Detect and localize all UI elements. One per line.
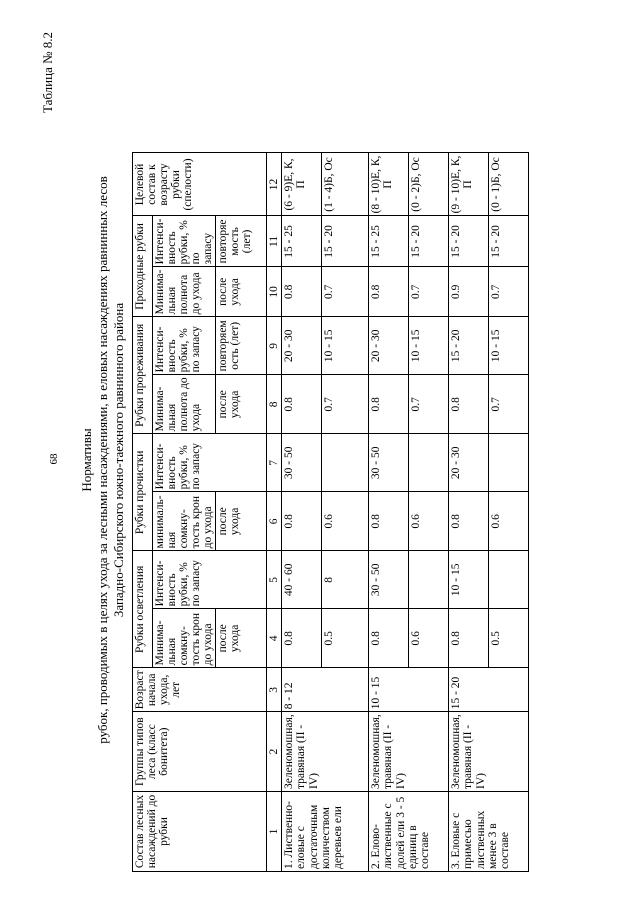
cell-clean-int: 30 - 50	[369, 434, 409, 492]
cell-light-int-after	[409, 551, 449, 609]
row-start-age: 8 - 12	[282, 668, 369, 712]
header-light-int: Интенси-вность рубки, % по запасу	[153, 551, 267, 609]
col-number: 7	[267, 434, 282, 492]
col-number: 9	[267, 317, 282, 375]
cell-thin-int-after: 10 - 15	[489, 317, 529, 375]
cell-thin-min-after: 0.7	[322, 375, 369, 434]
cell-pass-int: 15 - 20	[449, 216, 489, 267]
col-number: 11	[267, 216, 282, 267]
cell-clean-int-after	[409, 434, 449, 492]
cell-target-main: (9 - 10)Е, К, П	[449, 153, 489, 216]
cell-pass-min-after: 0.7	[409, 267, 449, 317]
cell-clean-int-after	[489, 434, 529, 492]
header-cleaning: Рубки прочистки	[133, 434, 153, 551]
col-number: 4	[267, 609, 282, 668]
cell-target-admix: (1 - 4)Б, Ос	[322, 153, 369, 216]
cell-thin-min: 0.8	[282, 375, 322, 434]
cell-light-min-after: 0.5	[322, 609, 369, 668]
document-subtitle: рубок, проводимых в целях ухода за лесными насаждениями, в еловых насаждениях равнинных лесов	[95, 176, 110, 744]
row-start-age: 10 - 15	[369, 668, 449, 712]
col-number: 1	[267, 792, 282, 872]
cell-pass-int: 15 - 25	[282, 216, 322, 267]
col-number: 3	[267, 668, 282, 712]
cell-pass-min-after: 0.7	[322, 267, 369, 317]
row-forest-group: Зеленомошная, травяная (II - IV)	[369, 712, 449, 792]
cell-light-int: 40 - 60	[282, 551, 322, 609]
col-number: 6	[267, 492, 282, 551]
cell-clean-int-after	[322, 434, 369, 492]
col-number: 8	[267, 375, 282, 434]
header-clean-after: после ухода	[216, 492, 267, 551]
cell-pass-int-after: 15 - 20	[409, 216, 449, 267]
header-lightening: Рубки осветления	[133, 551, 153, 668]
col-number: 5	[267, 551, 282, 609]
cell-thin-min: 0.8	[449, 375, 489, 434]
cell-thin-int: 20 - 30	[282, 317, 322, 375]
cell-target-main: (6 - 9)Е, К, П	[282, 153, 322, 216]
header-composition: Состав лесных насаждений до рубки	[133, 792, 267, 872]
cell-light-int-after: 8	[322, 551, 369, 609]
cell-pass-min: 0.8	[369, 267, 409, 317]
header-thin-min: Минима-льная полнота до ухода	[153, 375, 216, 434]
cell-pass-int: 15 - 25	[369, 216, 409, 267]
cell-light-int: 10 - 15	[449, 551, 489, 609]
header-forest-groups: Группы типов леса (класс бонитета)	[133, 712, 267, 792]
row-forest-group: Зеленомошная, травяная (II - IV)	[449, 712, 529, 792]
cell-pass-min: 0.9	[449, 267, 489, 317]
header-pass-after: после ухода	[216, 267, 267, 317]
cell-light-min: 0.8	[282, 609, 322, 668]
cell-clean-min: 0.8	[282, 492, 322, 551]
cell-pass-min: 0.8	[282, 267, 322, 317]
header-pass-int: Интенси-вность рубки, % по запасу	[153, 216, 216, 267]
row-forest-group: Зеленомошная, травяная (II - IV)	[282, 712, 369, 792]
header-light-after: после ухода	[216, 609, 267, 668]
header-thin-int: Интенси-вность рубки, % по запасу	[153, 317, 216, 375]
header-clean-min: минималь-ная сомкну-тость крон до ухода	[153, 492, 216, 551]
norms-table	[132, 153, 529, 873]
table-number: Таблица № 8.2	[40, 32, 55, 114]
col-number: 12	[267, 153, 282, 216]
row-composition: 2. Елово-лиственные с долей ели 3 - 5 единиц в составе	[369, 792, 449, 872]
cell-target-main: (8 - 10)Е, К, П	[369, 153, 409, 216]
cell-clean-int: 30 - 50	[282, 434, 322, 492]
cell-pass-int-after: 15 - 20	[322, 216, 369, 267]
cell-target-admix: (0 - 2)Б, Ос	[409, 153, 449, 216]
document-subtitle-region: Западно-Сибирского южно-таежного равнинного района	[111, 302, 126, 618]
page-number: 68	[48, 453, 60, 465]
cell-light-int-after	[489, 551, 529, 609]
cell-clean-min-after: 0.6	[409, 492, 449, 551]
cell-light-int: 30 - 50	[369, 551, 409, 609]
header-light-min: Минима-льная сомкну-тость крон до ухода	[153, 609, 216, 668]
cell-target-admix: (0 - 1)Б, Ос	[489, 153, 529, 216]
cell-thin-int-after: 10 - 15	[322, 317, 369, 375]
col-number: 10	[267, 267, 282, 317]
row-composition: 1. Лиственно-еловые с достаточным количеством деревьев ели	[282, 792, 369, 872]
cell-thin-int-after: 10 - 15	[409, 317, 449, 375]
header-start-age: Возраст начала ухода, лет	[133, 668, 267, 712]
cell-clean-int: 20 - 30	[449, 434, 489, 492]
cell-pass-int-after: 15 - 20	[489, 216, 529, 267]
header-pass-min: Минима-льная полнота до ухода	[153, 267, 216, 317]
cell-light-min: 0.8	[369, 609, 409, 668]
row-composition: 3. Еловые с примесью лиственных менее 3 в составе	[449, 792, 529, 872]
cell-clean-min-after: 0.6	[489, 492, 529, 551]
header-passing: Проходные рубки	[133, 216, 153, 317]
cell-thin-min-after: 0.7	[409, 375, 449, 434]
cell-clean-min: 0.8	[369, 492, 409, 551]
header-pass-repeat: повторяе мость (лет)	[216, 216, 267, 267]
row-start-age: 15 - 20	[449, 668, 529, 712]
cell-pass-min-after: 0.7	[489, 267, 529, 317]
cell-thin-min: 0.8	[369, 375, 409, 434]
header-thinning: Рубки прореживания	[133, 317, 153, 434]
cell-thin-min-after: 0.7	[489, 375, 529, 434]
header-thin-repeat: повторяем ость (лет)	[216, 317, 267, 375]
cell-thin-int: 20 - 30	[369, 317, 409, 375]
cell-light-min-after: 0.5	[489, 609, 529, 668]
cell-light-min: 0.8	[449, 609, 489, 668]
cell-thin-int: 15 - 20	[449, 317, 489, 375]
header-target: Целевой состав к возрасту рубки (спелости)	[133, 153, 267, 216]
cell-clean-min: 0.8	[449, 492, 489, 551]
cell-light-min-after: 0.6	[409, 609, 449, 668]
header-thin-after: после ухода	[216, 375, 267, 434]
header-clean-int: Интенси-вность рубки, % по запасу	[153, 434, 267, 492]
cell-clean-min-after: 0.6	[322, 492, 369, 551]
col-number: 2	[267, 712, 282, 792]
document-title: Нормативы	[79, 428, 94, 492]
